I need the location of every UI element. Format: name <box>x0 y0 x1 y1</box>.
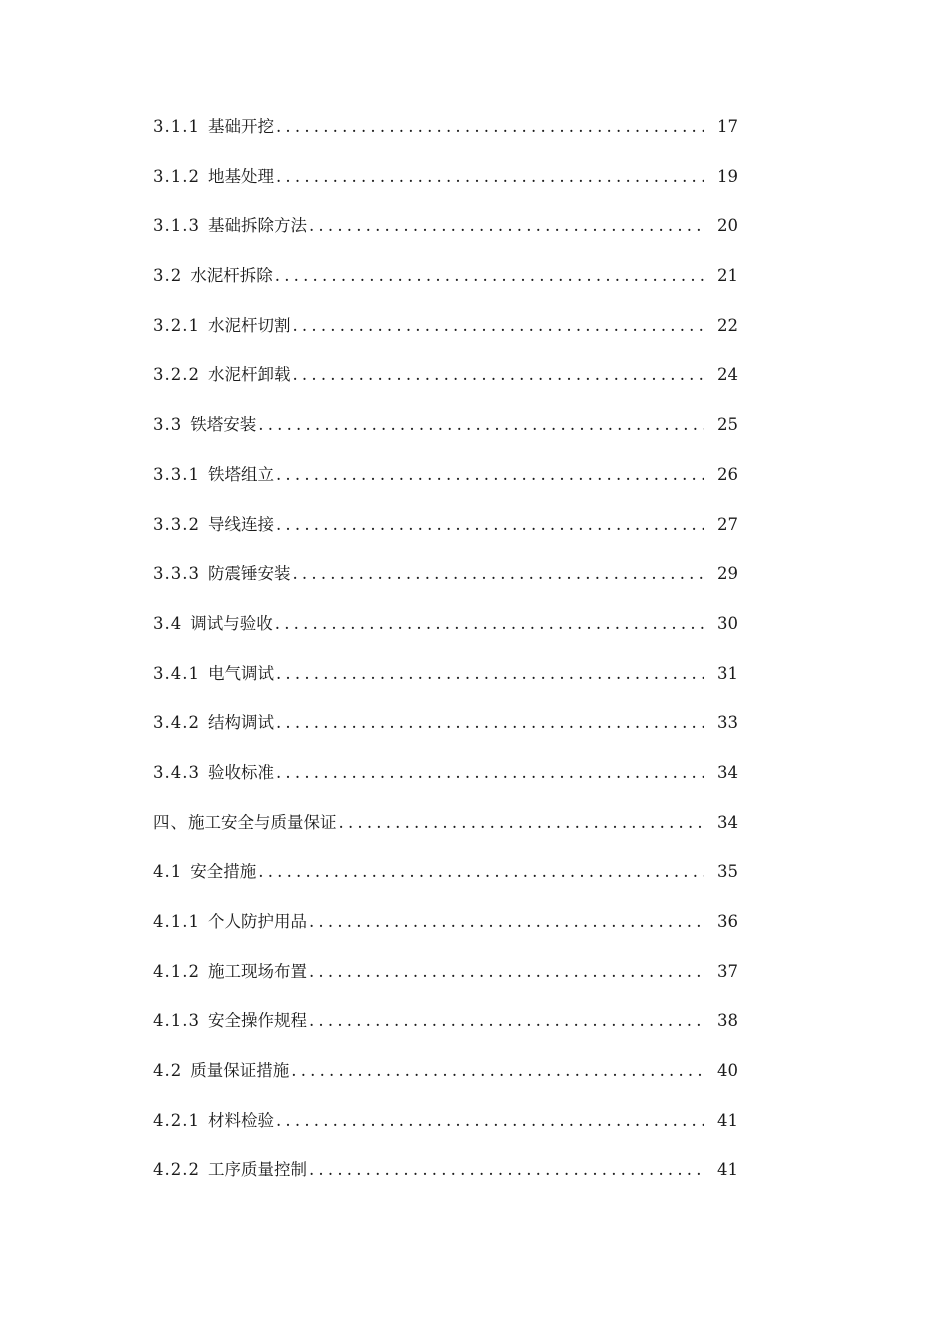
toc-entry-number: 四、 <box>153 812 188 832</box>
toc-entry-page-number: 41 <box>717 1110 738 1130</box>
toc-entry-heading <box>153 212 309 240</box>
toc-entry-heading <box>153 958 309 986</box>
toc-dot-leader <box>276 461 704 489</box>
toc-entry[interactable] <box>153 809 738 859</box>
toc-entry-heading <box>153 361 292 389</box>
toc-entry-page-number: 21 <box>717 266 738 286</box>
toc-entry-title: 铁塔组立 <box>207 464 274 484</box>
toc-dot-leader <box>292 560 704 588</box>
toc-entry-page-number: 29 <box>717 564 738 584</box>
toc-entry[interactable] <box>153 1057 738 1107</box>
toc-dot-leader <box>276 163 704 191</box>
toc-entry-number: 4.1.3 <box>153 1011 200 1031</box>
toc-entry-page-number: 40 <box>717 1061 738 1081</box>
toc-entry[interactable] <box>153 212 738 262</box>
toc-entry-heading <box>153 759 276 787</box>
toc-dot-leader <box>309 1007 704 1035</box>
toc-dot-leader <box>258 411 704 439</box>
toc-entry-number: 3.3 <box>153 415 183 435</box>
toc-entry-number: 3.3.2 <box>153 514 200 534</box>
toc-entry-heading <box>153 312 292 340</box>
table-of-contents <box>153 113 738 1206</box>
toc-dot-leader <box>276 709 704 737</box>
toc-entry[interactable] <box>153 610 738 660</box>
toc-entry-title: 材料检验 <box>207 1110 274 1130</box>
toc-entry-title: 导线连接 <box>207 514 274 534</box>
toc-entry-title: 防震锤安装 <box>207 564 291 584</box>
toc-entry-heading <box>153 461 276 489</box>
toc-entry-page-number: 22 <box>717 315 738 335</box>
toc-entry-title: 水泥杆切割 <box>207 315 291 335</box>
toc-entry-heading <box>153 1156 309 1184</box>
toc-dot-leader <box>276 759 704 787</box>
toc-entry-heading <box>153 262 275 290</box>
toc-dot-leader <box>291 1057 704 1085</box>
toc-entry[interactable] <box>153 312 738 362</box>
toc-entry-title: 基础开挖 <box>207 117 274 136</box>
toc-entry-title: 结构调试 <box>207 713 274 733</box>
toc-entry-title: 水泥杆拆除 <box>190 266 273 286</box>
toc-dot-leader <box>276 1107 704 1135</box>
toc-entry-title: 个人防护用品 <box>207 912 307 931</box>
toc-entry-page-number: 36 <box>717 912 738 931</box>
toc-entry-number: 3.4.3 <box>153 762 200 782</box>
toc-dot-leader <box>258 858 704 886</box>
toc-dot-leader <box>276 660 704 688</box>
toc-entry-page-number: 34 <box>717 762 738 782</box>
toc-entry-title: 水泥杆卸载 <box>207 365 291 385</box>
toc-entry-title: 施工现场布置 <box>207 961 307 981</box>
toc-entry-page-number: 31 <box>717 663 738 683</box>
toc-entry-heading <box>153 709 276 737</box>
toc-entry[interactable] <box>153 560 738 610</box>
toc-dot-leader <box>292 312 704 340</box>
toc-entry-number: 3.2 <box>153 266 183 286</box>
toc-entry-title: 调试与验收 <box>190 613 273 633</box>
toc-dot-leader <box>276 113 704 141</box>
toc-dot-leader <box>292 361 704 389</box>
toc-entry-title: 安全措施 <box>190 862 257 882</box>
toc-entry-number: 3.1.3 <box>153 216 200 236</box>
toc-entry-page-number: 34 <box>717 812 738 832</box>
toc-dot-leader <box>339 809 705 837</box>
toc-dot-leader <box>309 1156 704 1184</box>
toc-entry[interactable] <box>153 411 738 461</box>
toc-entry[interactable] <box>153 908 738 958</box>
toc-entry-number: 4.1.1 <box>153 912 200 931</box>
toc-entry[interactable] <box>153 759 738 809</box>
toc-entry-heading <box>153 858 258 886</box>
toc-entry-title: 质量保证措施 <box>190 1061 290 1081</box>
toc-entry-title: 地基处理 <box>207 166 274 186</box>
toc-entry-heading <box>153 511 276 539</box>
toc-entry-number: 4.2.1 <box>153 1110 200 1130</box>
toc-entry-heading <box>153 113 276 141</box>
toc-entry-number: 3.4.2 <box>153 713 200 733</box>
toc-entry-number: 3.4 <box>153 613 183 633</box>
toc-entry-page-number: 38 <box>717 1011 738 1031</box>
toc-dot-leader <box>275 262 704 290</box>
toc-entry-page-number: 20 <box>717 216 738 236</box>
toc-entry-number: 3.2.1 <box>153 315 200 335</box>
toc-entry-number: 4.1 <box>153 862 183 882</box>
toc-entry-number: 3.3.1 <box>153 464 200 484</box>
toc-entry[interactable] <box>153 1107 738 1157</box>
toc-entry-heading <box>153 660 276 688</box>
toc-entry-title: 施工安全与质量保证 <box>188 812 337 832</box>
toc-entry[interactable] <box>153 958 738 1008</box>
toc-entry-title: 工序质量控制 <box>207 1160 307 1180</box>
toc-entry-heading <box>153 1007 309 1035</box>
toc-entry-page-number: 27 <box>717 514 738 534</box>
toc-entry[interactable] <box>153 163 738 213</box>
toc-entry-number: 3.1.1 <box>153 117 200 136</box>
toc-entry-page-number: 25 <box>717 415 738 435</box>
toc-entry[interactable] <box>153 511 738 561</box>
toc-dot-leader <box>309 212 704 240</box>
toc-entry-number: 3.2.2 <box>153 365 200 385</box>
toc-dot-leader <box>276 511 704 539</box>
toc-entry-page-number: 30 <box>717 613 738 633</box>
toc-entry-page-number: 33 <box>717 713 738 733</box>
toc-entry-heading <box>153 560 292 588</box>
toc-entry-number: 3.1.2 <box>153 166 200 186</box>
toc-entry[interactable] <box>153 461 738 511</box>
toc-entry[interactable] <box>153 1007 738 1057</box>
toc-entry-number: 4.2.2 <box>153 1160 200 1180</box>
toc-entry-title: 基础拆除方法 <box>207 216 307 236</box>
toc-entry-heading <box>153 809 339 837</box>
toc-entry-number: 4.2 <box>153 1061 183 1081</box>
toc-entry[interactable] <box>153 1156 738 1206</box>
toc-entry-heading <box>153 411 258 439</box>
toc-entry[interactable] <box>153 858 738 908</box>
toc-entry-title: 电气调试 <box>207 663 274 683</box>
toc-entry-heading <box>153 908 309 936</box>
toc-entry-title: 安全操作规程 <box>207 1011 307 1031</box>
toc-entry-number: 3.4.1 <box>153 663 200 683</box>
toc-entry-page-number: 41 <box>717 1160 738 1180</box>
toc-entry-page-number: 35 <box>717 862 738 882</box>
toc-entry-heading <box>153 1057 291 1085</box>
toc-entry-page-number: 24 <box>717 365 738 385</box>
toc-entry[interactable] <box>153 262 738 312</box>
toc-entry-number: 4.1.2 <box>153 961 200 981</box>
toc-entry-page-number: 17 <box>717 117 738 136</box>
toc-entry-number: 3.3.3 <box>153 564 200 584</box>
toc-entry-title: 验收标准 <box>207 762 274 782</box>
toc-entry-page-number: 26 <box>717 464 738 484</box>
toc-entry[interactable] <box>153 361 738 411</box>
toc-entry[interactable] <box>153 709 738 759</box>
toc-dot-leader <box>309 908 704 936</box>
toc-entry[interactable] <box>153 113 738 163</box>
toc-dot-leader <box>275 610 704 638</box>
toc-entry-heading <box>153 1107 276 1135</box>
toc-entry-heading <box>153 610 275 638</box>
toc-entry[interactable] <box>153 660 738 710</box>
toc-entry-heading <box>153 163 276 191</box>
toc-entry-title: 铁塔安装 <box>190 415 257 435</box>
toc-entry-page-number: 19 <box>717 166 738 186</box>
toc-entry-page-number: 37 <box>717 961 738 981</box>
toc-dot-leader <box>309 958 704 986</box>
